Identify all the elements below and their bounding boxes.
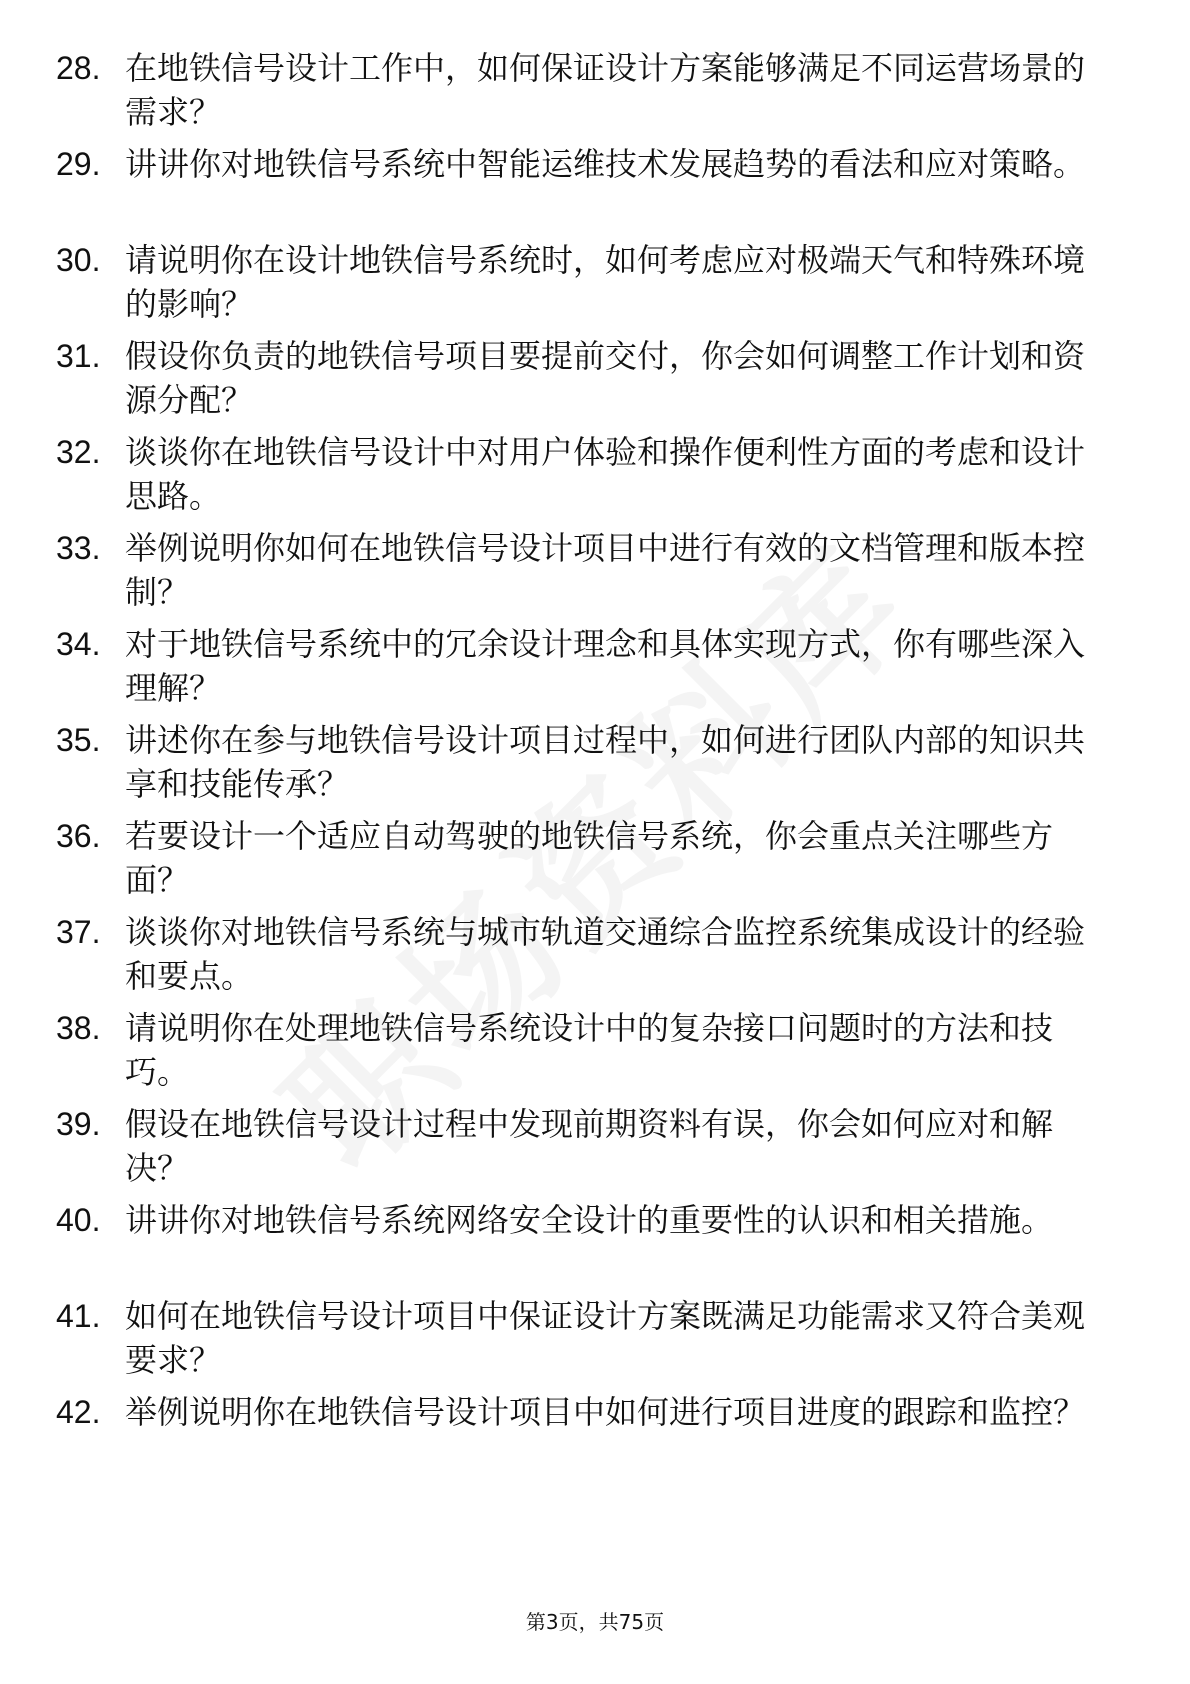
question-text: 请说明你在处理地铁信号系统设计中的复杂接口问题时的方法和技巧。	[125, 1009, 1054, 1091]
question-text: 若要设计一个适应自动驾驶的地铁信号系统，你会重点关注哪些方面？	[125, 817, 1054, 899]
question-number: 35.	[56, 722, 101, 758]
question-item	[56, 1294, 1116, 1390]
question-item	[56, 910, 1116, 1006]
question-item	[56, 1006, 1116, 1102]
question-text: 讲述你在参与地铁信号设计项目过程中，如何进行团队内部的知识共享和技能传承？	[125, 721, 1086, 803]
question-text: 假设在地铁信号设计过程中发现前期资料有误，你会如何应对和解决？	[125, 1105, 1054, 1187]
question-text: 在地铁信号设计工作中，如何保证设计方案能够满足不同运营场景的需求？	[125, 49, 1086, 131]
question-number: 37.	[56, 914, 101, 950]
question-text: 对于地铁信号系统中的冗余设计理念和具体实现方式，你有哪些深入理解？	[125, 625, 1086, 707]
question-number: 36.	[56, 818, 101, 854]
question-number: 31.	[56, 338, 101, 374]
question-item	[56, 46, 1116, 142]
question-item	[56, 1102, 1116, 1198]
question-number: 32.	[56, 434, 101, 470]
question-item	[56, 814, 1116, 910]
question-item	[56, 430, 1116, 526]
question-item	[56, 142, 1116, 238]
question-list	[56, 46, 1116, 1486]
question-text: 请说明你在设计地铁信号系统时，如何考虑应对极端天气和特殊环境的影响？	[125, 241, 1086, 323]
question-number: 28.	[56, 50, 101, 86]
question-text: 谈谈你在地铁信号设计中对用户体验和操作便利性方面的考虑和设计思路。	[125, 433, 1086, 515]
question-number: 29.	[56, 146, 101, 182]
question-number: 34.	[56, 626, 101, 662]
question-item	[56, 1390, 1116, 1486]
question-number: 38.	[56, 1010, 101, 1046]
question-number: 41.	[56, 1298, 101, 1334]
question-item	[56, 238, 1116, 334]
question-item	[56, 622, 1116, 718]
page-footer: 第3页，共75页	[525, 1610, 665, 1634]
question-text: 举例说明你如何在地铁信号设计项目中进行有效的文档管理和版本控制？	[125, 529, 1086, 611]
question-number: 42.	[56, 1394, 101, 1430]
question-text: 讲讲你对地铁信号系统中智能运维技术发展趋势的看法和应对策略。	[125, 145, 1086, 183]
question-number: 39.	[56, 1106, 101, 1142]
question-item	[56, 1198, 1116, 1294]
question-text: 举例说明你在地铁信号设计项目中如何进行项目进度的跟踪和监控？	[125, 1393, 1086, 1431]
question-text: 假设你负责的地铁信号项目要提前交付，你会如何调整工作计划和资源分配？	[125, 337, 1086, 419]
question-number: 40.	[56, 1202, 101, 1238]
question-number: 33.	[56, 530, 101, 566]
question-number: 30.	[56, 242, 101, 278]
question-item	[56, 718, 1116, 814]
question-item	[56, 334, 1116, 430]
question-item	[56, 526, 1116, 622]
question-text: 谈谈你对地铁信号系统与城市轨道交通综合监控系统集成设计的经验和要点。	[125, 913, 1086, 995]
question-text: 讲讲你对地铁信号系统网络安全设计的重要性的认识和相关措施。	[125, 1201, 1054, 1239]
question-text: 如何在地铁信号设计项目中保证设计方案既满足功能需求又符合美观要求？	[125, 1297, 1086, 1379]
